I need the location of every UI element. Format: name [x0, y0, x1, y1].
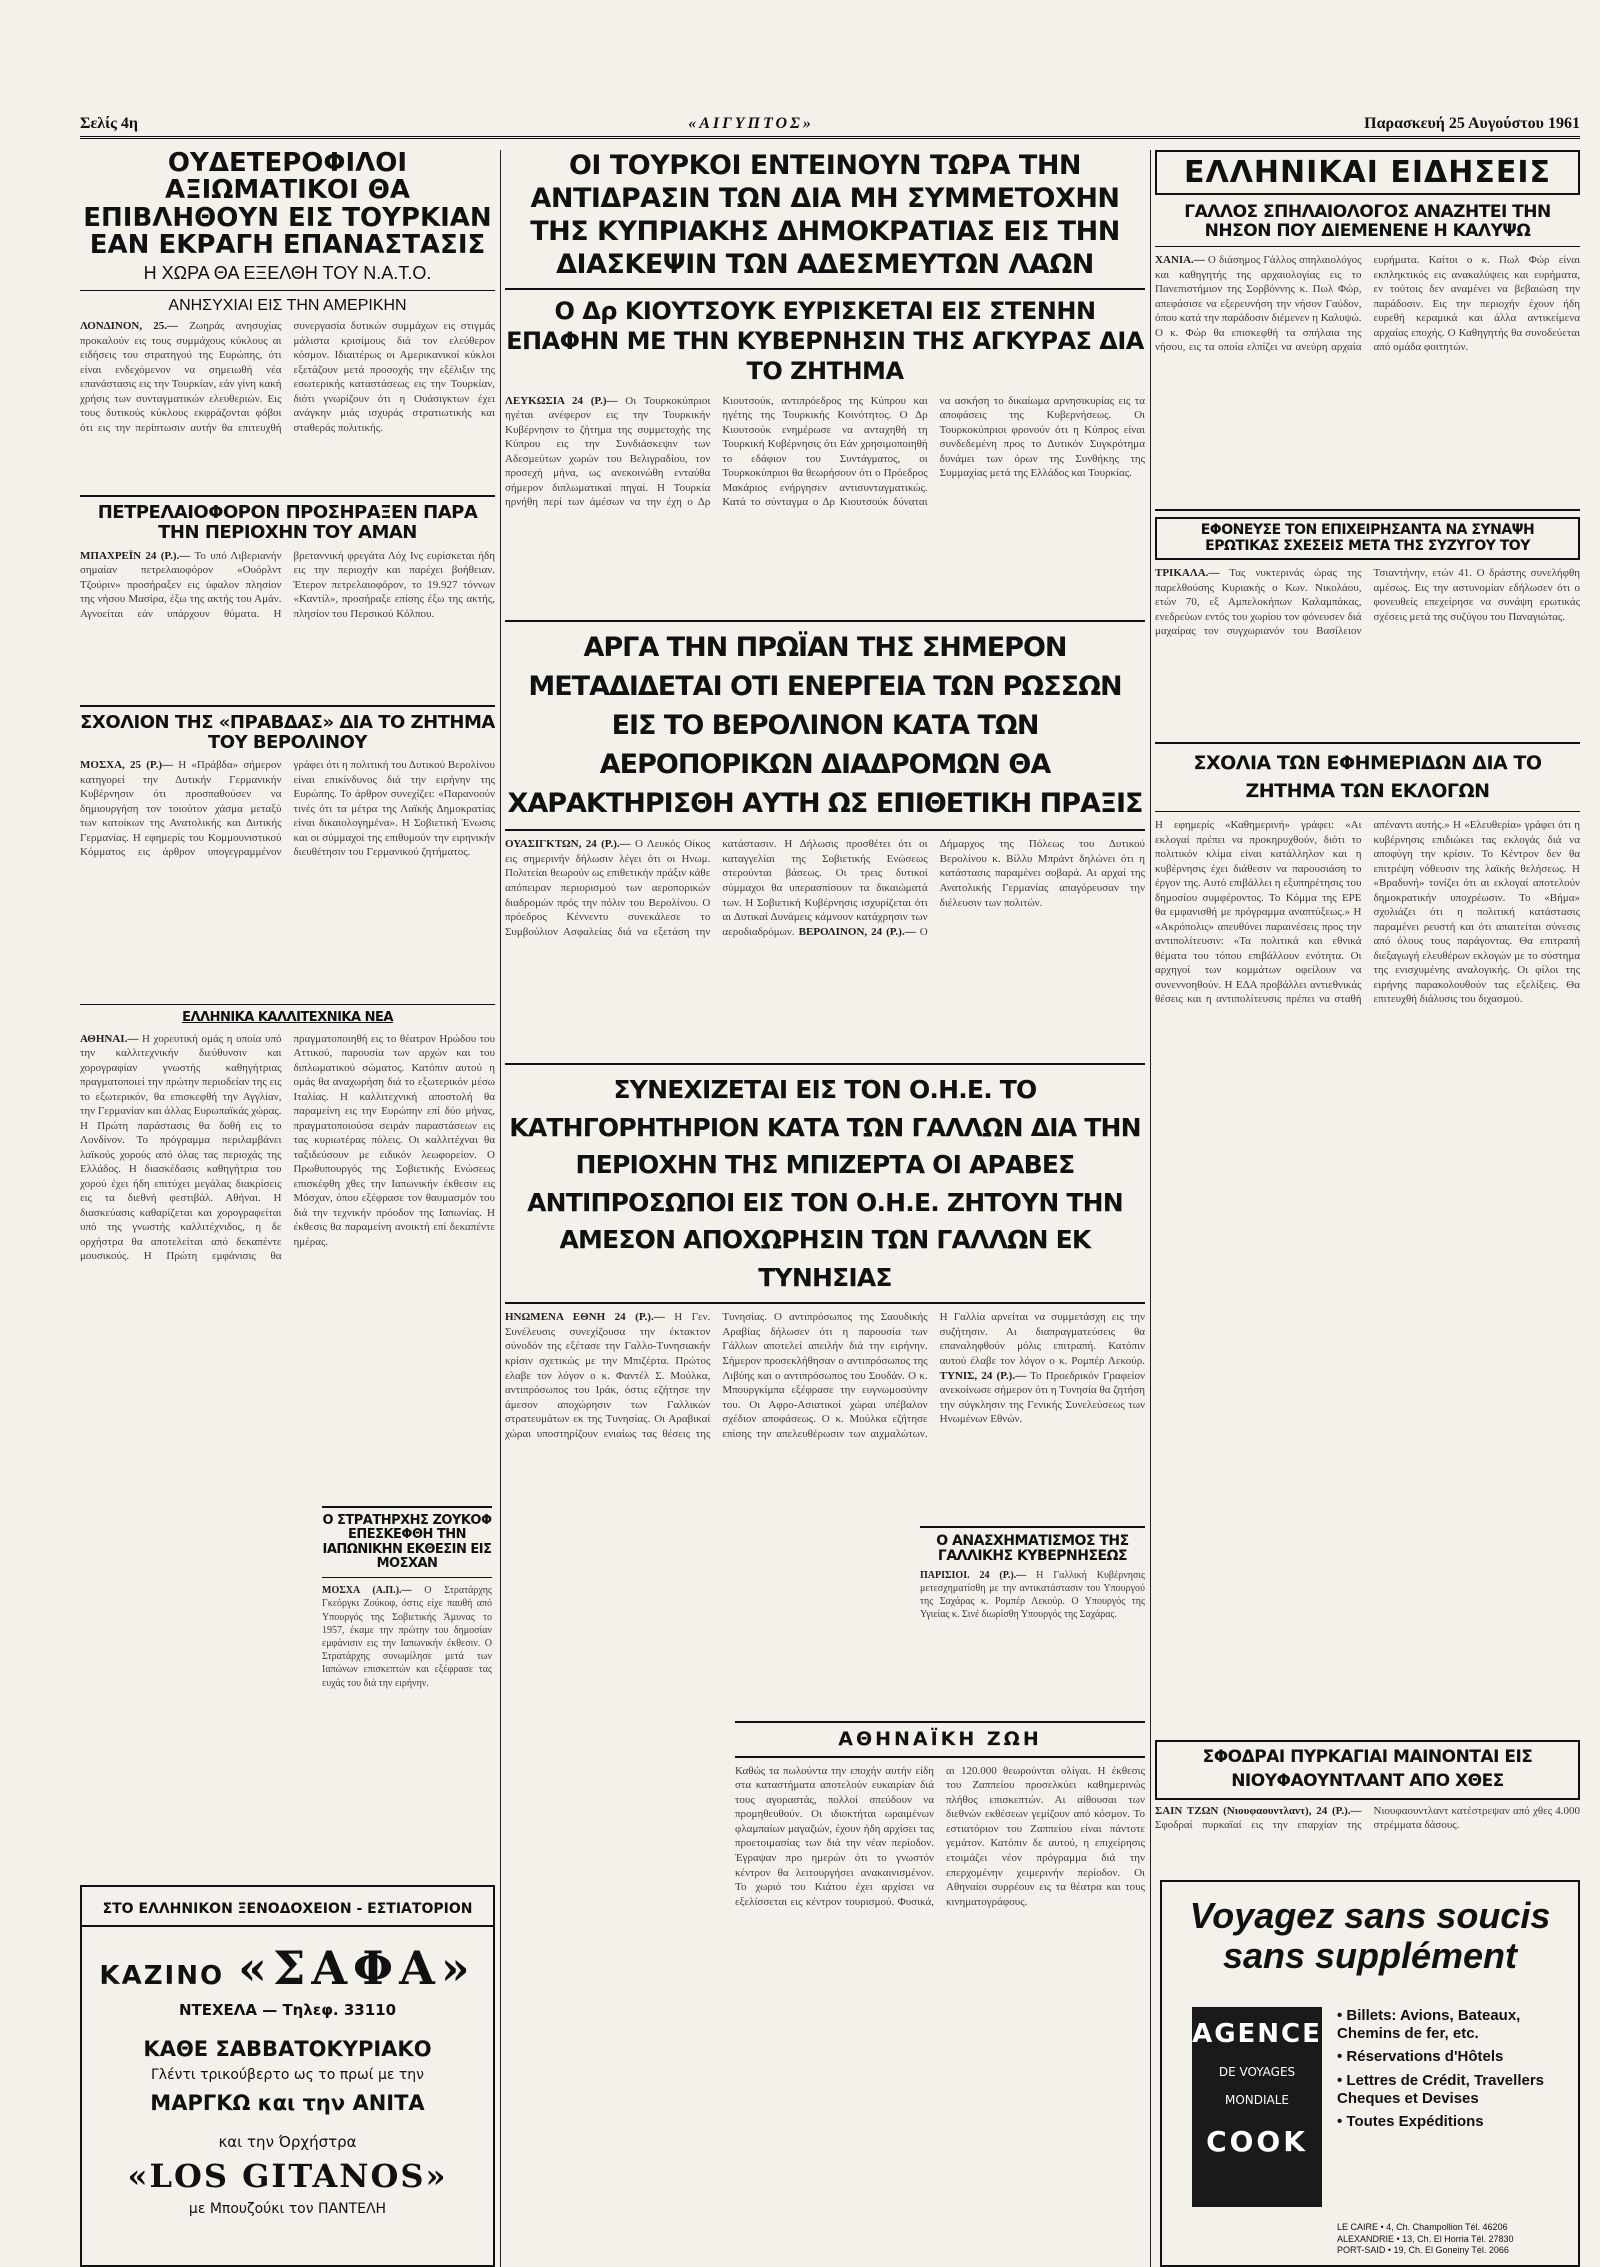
cook-services-list: [1337, 2007, 1568, 2131]
cook-address-cairo: LE CAIRE • 4, Ch. Champollion Tél. 46206: [1337, 2222, 1508, 2232]
article-body: ΠΑΡΙΣΙΟΙ. 24 (Ρ.).— Η Γαλλική Κυβέρνησις μετεσχηματίσθη με την αντικατάστασιν του Υπουργού της Σαχάρας κ. Ρομπέρ Λεκούρ. Ο Υπουργός της Υγιείας κ. Σινέ διωρίσθη Υπουργός της Σαχάρας.: [920, 1569, 1145, 1621]
section-greek-news: ΕΛΛΗΝΙΚΑΙ ΕΙΔΗΣΕΙΣ: [1184, 155, 1551, 190]
ad-cook-title2: sans supplément: [1222, 1934, 1518, 1976]
ad-singers: ΜΑΡΓΚΩ και την ΑΝΙΤΑ: [150, 2091, 425, 2115]
dateline: ΗΝΩΜΕΝΑ ΕΘΝΗ 24 (Ρ.).—: [505, 1311, 665, 1324]
ad-party-line: Γλέντι τρικούβερτο ως το πρωί με την: [151, 2067, 424, 2083]
fires-box: [1155, 1740, 1580, 1800]
cook-mondiale: MONDIALE: [1224, 2093, 1290, 2107]
headline-tanker: ΠΕΤΡΕΛΑΙΟΦΟΡΟΝ ΠΡΟΣΗΡΑΞΕΝ ΠΑΡΑ ΤΗΝ ΠΕΡΙΟΧΗΝ ΤΟΥ ΑΜΑΝ: [97, 502, 478, 543]
masthead: [80, 112, 1580, 139]
headline-art-news: ΕΛΛΗΝΙΚΑ ΚΑΛΛΙΤΕΧΝΙΚΑ ΝΕΑ: [182, 1010, 393, 1026]
headline-calypso: ΓΑΛΛΟΣ ΣΠΗΛΑΙΟΛΟΓΟΣ ΑΝΑΖΗΤΕΙ ΤΗΝ ΝΗΣΟΝ ΠΟΥ ΔΙΕΜΕΝΕΝΕ Η ΚΑΛΥΨΩ: [1184, 202, 1551, 241]
headline-pravda: ΣΧΟΛΙΟΝ ΤΗΣ «ΠΡΑΒΔΑΣ» ΔΙΑ ΤΟ ΖΗΤΗΜΑ ΤΟΥ ΒΕΡΟΛΙΝΟΥ: [80, 711, 495, 753]
article-body: ΟΥΑΣΙΓΚΤΩΝ, 24 (Ρ.).— Ο Λευκός Οίκος εις σημερινήν δήλωσιν λέγει ότι οι Ηνωμ. Πολιτείαι θεωρούν ως επιθετικήν πράξιν κάθε απόπειραν περιορισμού των αεροπορικών διαδρομών πρός την πόλιν του Βερολίνου. Ο πρόεδρος Κέννεντυ συνεκάλεσε το Συμβούλιον Ασφαλείας διά να εξετάση την κατάστασιν. Η Δήλωσις προσθέτει ότι οι καταγγελίαι της Σοβιετικής Ενώσεως στερούνται βάσεως. Οι τρεις δυτικοί σύμμαχοι θα υπερασπίσουν τα δικαιώματά των. Η Σοβιετική Κυβέρνησις ισχυρίζεται ότι αι Δυτικαί Δυνάμεις κάμνουν κατάχρησιν των αεροδιαδρόμων. ΒΕΡΟΛΙΝΟΝ, 24 (Ρ.).— Ο Δήμαρχος της Πόλεως του Δυτικού Βερολίνου κ. Βίλλυ Μπράντ δηλώνει ότι η κατάστασις παραμένει σοβαρά. Αι αρχαί της Ανατολικής Γερμανίας απαγόρευσαν την διέλευσιν των πολιτών.: [505, 838, 1145, 938]
column-divider: [500, 150, 501, 2267]
dateline: ΜΠΑΧΡΕΪΝ 24 (Ρ.).—: [80, 549, 191, 562]
dateline: ΠΑΡΙΣΙΟΙ. 24 (Ρ.).—: [920, 1569, 1027, 1581]
dateline: ΑΘΗΝΑΙ.—: [80, 1032, 139, 1045]
headline-un-bizerte: ΣΥΝΕΧΙΖΕΤΑΙ ΕΙΣ ΤΟΝ Ο.Η.Ε. ΤΟ ΚΑΤΗΓΟΡΗΤΗΡΙΟΝ ΚΑΤΑ ΤΩΝ ΓΑΛΛΩΝ ΔΙΑ ΤΗΝ ΠΕΡΙΟΧΗΝ ΤΗΣ ΜΠΙΖΕΡΤΑ ΟΙ ΑΡΑΒΕΣ ΑΝΤΙΠΡΟΣΩΠΟΙ ΕΙΣ ΤΟΝ Ο.Η.Ε. ΖΗΤΟΥΝ ΤΗΝ ΑΜΕΣΟΝ ΑΠΟΧΩΡΗΣΙΝ ΤΩΝ ΓΑΛΛΩΝ ΕΚ ΤΥΝΗΣΙΑΣ: [509, 1075, 1141, 1292]
headline-zhukov: Ο ΣΤΡΑΤΗΡΧΗΣ ΖΟΥΚΟΦ ΕΠΕΣΚΕΦΘΗ ΤΗΝ ΙΑΠΩΝΙΚΗΝ ΕΚΘΕΣΙΝ ΕΙΣ ΜΟΣΧΑΝ: [322, 1513, 492, 1571]
headline-berlin-russians: ΑΡΓΑ ΤΗΝ ΠΡΩΪΑΝ ΤΗΣ ΣΗΜΕΡΟΝ ΜΕΤΑΔΙΔΕΤΑΙ ΟΤΙ ΕΝΕΡΓΕΙΑ ΤΩΝ ΡΩΣΣΩΝ ΕΙΣ ΤΟ ΒΕΡΟΛΙΝΟΝ ΚΑΤΑ ΤΩΝ ΑΕΡΟΠΟΡΙΚΩΝ ΔΙΑΔΡΟΜΩΝ ΘΑ ΧΑΡΑΚΤΗΡΙΣΘΗ ΑΥΤΗ ΩΣ ΕΠΙΘΕΤΙΚΗ ΠΡΑΞΙΣ: [507, 631, 1143, 820]
article-body: ΧΑΝΙΑ.— Ο διάσημος Γάλλος σπηλαιολόγος και καθηγητής της αρχαιολογίας εις το Πανεπιστήμιον της Σορβόννης κ. Πωλ Φώρ, απεφάσισε να εξερευνήση την νήσον Γαύδον, όπου κατά την παράδοσιν διέμενεν η Καλυψώ. Ο κ. Φώρ θα επισκεφθή τα σπήλαια της νήσου, εις τα οποία ελπίζει να ανεύρη αρχαία ευρήματα. Καίτοι ο κ. Πωλ Φώρ είναι εκπληκτικός εις ανακαλύψεις και ευρήματα, εν τούτοις δεν αναμένει να βεβαιώση την παράδοσιν. Εις την περιοχήν έχουν ήδη ευρεθή κεραμικά και άλλα αντικείμενα αρχαίας εποχής. Ο Καθηγητής θα συνοδεύεται από ομάδα φοιτητών.: [1155, 254, 1580, 354]
french-cabinet-article: [920, 1520, 1145, 1710]
zhukov-article: [322, 1500, 492, 1870]
article-body: ΜΠΑΧΡΕΪΝ 24 (Ρ.).— Το υπό Λιβεριανήν σημαίαν πετρελαιοφόρον «Ουόρλντ Τζούριν» προσήραξεν εις ύφαλον πλησίον της νήσου Μασίρα, έξω της ακτής του Αμάν. Αγνοείται εάν υπάρχουν θύματα. Η βρεταννική φρεγάτα Λόχ Ινς ευρίσκεται ήδη εις την περιοχήν και παρέχει βοήθειαν. Έτερον πετρελαιοφόρον, το 19.927 τόννων «Καντίλ», προσήραξε επίσης έξω της ακτής, πλησίον του Περσικού Κόλπου.: [80, 549, 495, 620]
ad-phone: ΝΤΕΧΕΛΑ — Τηλεφ. 33110: [178, 2001, 397, 2019]
ad-hotel-line: ΣΤΟ ΕΛΛΗΝΙΚΟΝ ΞΕΝΟΔΟΧΕΙΟΝ - ΕΣΤΙΑΤΟΡΙΟΝ: [82, 1901, 493, 1927]
article-body: ΤΡΙΚΑΛΑ.— Τας νυκτερινάς ώρας της παρελθούσης Κυριακής ο Κων. Νικολάου, ετών 70, εξ Αμπελοκήπων Καλαμπάκας, ενεδρεύων εντός του χωρίου τον φόνευσεν διά μαχαίρας τον συγχωριανόν του Βασίλειον Τσιαντήνην, ετών 41. Ο δράστης συνελήφθη αμέσως. Εις την αστυνομίαν εδήλωσεν ότι ο φονευθείς επεχείρησε να συνάψη ερωτικάς σχέσεις μετά της συζύγου του Παναγιώτας.: [1155, 567, 1580, 638]
article-body: ΜΟΣΧΑ, 25 (Ρ.)— Η «Πράβδα» σήμερον κατηγορεί την Δυτικήν Γερμανικήν Κυβέρνησιν ότι προσπαθούσεν να δημιουργήση τον τοιούτον χάσμα μεταξύ των κατοίκων της Ανατολικής και Δυτικής Γερμανίας. Η εφημερίς του Κομμουνιστικού Κόμματος εις άρθρον υπογεγραμμένον γράφει ότι η πολιτική του Δυτικού Βερολίνου είναι επικίνδυνος διά την ειρήνην της Ευρώπης. Το άρθρον συνεχίζει: «Παρανοούν τινές ότι τα μέτρα της Λαϊκής Δημοκρατίας είναι δικαιολογημένα». Η Σοβιετική Ένωσις και οι σύμμαχοί της επιθυμούν την ειρηνικήν διευθέτησιν του Γερμανικού ζητήματος.: [80, 759, 495, 859]
column-divider: [1150, 150, 1151, 2267]
article-body: ΛΟΝΔΙΝΟΝ, 25.— Ζωηράς ανησυχίας προκαλούν εις τους συμμάχους κύκλους αι ειδήσεις του στρατηγού της Ευρώπης, ότι είναι ενδεχόμενον να σημειωθή νέα επανάστασις εις την Τουρκίαν, εάν γίνη κακή χρήσις των συνταγματικών ελευθεριών. Εις τους δυτικούς κύκλους εκφράζονται φόβοι ότι εις την περίπτωσιν αυτήν θα επιτευχθή συνεργασία δυτικών συμμάχων εις στιγμάς μάλιστα κρισίμους διά τον ελεύθερον κόσμον. Ιδιαιτέρως οι Αμερικανικοί κύκλοι εξετάζουν μετά προσοχής την εξέλιξιν της εσωτερικής καταστάσεως εις την Τουρκίαν, διότι γνωρίζουν ότι η Ουάσιγκτων έχει ανάγκην μιάς ισχυράς στρατιωτικής και σταθεράς πολιτικής.: [80, 320, 495, 434]
headline-athens-life: ΑΘΗΝΑΪΚΗ ΖΩΗ: [838, 1728, 1042, 1750]
article-body: ΣΑΙΝ ΤΖΩΝ (Νιουφαουντλαντ), 24 (Ρ.).— Σφοδραί πυρκαϊαί εις την επαρχίαν της Νιουφαουντλαντ κατέστρεψαν από χθες 4.000 στρέμματα δάσους.: [1155, 1804, 1580, 1832]
subheadline-america: ΑΝΗΣΥΧΙΑΙ ΕΙΣ ΤΗΝ ΑΜΕΡΙΚΗΝ: [168, 297, 407, 315]
cook-agence: AGENCE: [1192, 2019, 1322, 2049]
newspaper-title: «ΑΙΓΥΠΤΟΣ»: [688, 115, 814, 132]
cook-de-voyages: DE VOYAGES: [1218, 2065, 1296, 2079]
murder-box: [1155, 517, 1580, 560]
issue-date: Παρασκευή 25 Αυγούστου 1961: [1364, 115, 1580, 132]
headline-elections-press: ΣΧΟΛΙΑ ΤΩΝ ΕΦΗΜΕΡΙΔΩΝ ΔΙΑ ΤΟ ΖΗΤΗΜΑ ΤΩΝ ΕΚΛΟΓΩΝ: [1193, 752, 1542, 802]
ad-safa-name: «ΣΑΦΑ»: [238, 1941, 476, 1995]
ad-kazino: ΚΑΖΙΝΟ: [99, 1961, 225, 1991]
dateline: ΒΕΡΟΛΙΝΟΝ, 24 (Ρ.).—: [798, 925, 916, 938]
cook-service-item: • Billets: Avions, Bateaux, Chemins de fer, etc.: [1337, 2007, 1521, 2042]
dateline: ΛΕΥΚΩΣΙΑ 24 (Ρ.)—: [505, 394, 618, 407]
dateline: ΜΟΣΧΑ (Α.Π.).—: [322, 1585, 412, 1597]
article-body: ΑΘΗΝΑΙ.— Η χορευτική ομάς η οποία υπό την καλλιτεχνικήν διεύθυνσιν και χορογραφίαν γνωστής καθηγήτριας πραγματοποιεί την πρώτην περιοδείαν της εις το εξωτερικόν, θα επισκεφθή την Αγγλίαν, την Γερμανίαν και άλλας Ευρωπαϊκάς χώρας. Η Πρώτη παράστασις θα δοθή εις το Λονδίνον. Το πρόγραμμα περιλαμβάνει λαϊκούς χορούς από όλας τας περιοχάς της Ελλάδος. Η διασκέδασις καθηγήτρια του χορού έχει ήδη επιτύχει μεγάλας διακρίσεις εις τα διεθνή φεστιβάλ. Αθήναι. Η διασκεύασις καθαρίζεται και χορογραφείται υπό της γνωστής καλλιτέχνιδος, η δε ορχήστρα θα αποτελείται από δεκαπέντε μουσικούς. Η Πρώτη εμφάνισις θα πραγματοποιηθή εις το θέατρον Ηρώδου του Αττικού, παρουσία των αρχών και του διπλωματικού σώματος. Κατόπιν αυτού η ομάς θα αναχωρήση διά το εξωτερικόν μέσω Ιταλίας. Η καλλιτεχνική αποστολή θα παραμείνη εις την Ευρώπην επί δύο μήνας, πραγματοποιούσα σειράν παραστάσεων εις τας κυριωτέρας πόλεις. Οι καλλιτέχναι θα ταξιδεύσουν με ειδικόν λεωφορείον. Ο Πρωθυπουργός της Σοβιετικής Ενώσεως επισκέφθη χθες την Ιαπωνικήν έκθεσιν εις Μόσχαν, όπου εξέφρασε τον θαυμασμόν του διά την τεχνικήν πρόοδον της Ιαπωνίας. Η έκθεσις θα παραμείνη ανοικτή επί δεκαπέντε ημέρας.: [80, 1032, 495, 1263]
headline-french-cabinet: Ο ΑΝΑΣΧΗΜΑΤΙΣΜΟΣ ΤΗΣ ΓΑΛΛΙΚΗΣ ΚΥΒΕΡΝΗΣΕΩΣ: [936, 1533, 1129, 1565]
article-body: Η εφημερίς «Καθημερινή» γράφει: «Αι εκλογαί πρέπει να προκηρυχθούν, διότι το πολιτικόν κλίμα είναι κατάλληλον και η κυβέρνησις έχει διάθεσιν να παρουσιάση το έργον της. Αυτό επιβάλλει η εξυπηρέτησις του δημοσίου συμφέροντος. Το Κόμμα της ΕΡΕ θα εμφανισθή με πρόγραμμα αναπτύξεως.» Η «Ακρόπολις» απευθύνει παραινέσεις προς την αντιπολίτευσιν: «Τα πολιτικά και εθνικά θέματα του τόπου επιβάλλουν ενότητα. Οι αρχηγοί των κομμάτων οφείλουν να συνεννοηθούν. Η ΕΔΑ προβάλλει αντιεθνικάς θέσεις και η αντιπολίτευσις πρέπει να σταθή απέναντι αυτής.» Η «Ελευθερία» γράφει ότι η κυβέρνησις επιδιώκει τας εκλογάς διά να αποφύγη την κρίσιν. Το Κέντρον δεν θα επιτρέψη νόθευσιν της λαϊκής θελήσεως. Η «Βραδυνή» τονίζει ότι αι εκλογαί αποτελούν δημοκρατικήν υποχρέωσιν. Το «Βήμα» σχολιάζει ότι η πολιτική κατάστασις παραμένει ρευστή και ότι απαιτείται σύνεσις από όλους τους παράγοντας. Θα επιτραπή διεξαγωγή ελευθέρων εκλογών με το σύστημα της ενισχυμένης αναλογικής. Οι φίλοι της ειρήνης παρακολουθούν τας εξελίξεις. Θα επιτευχθή διάλυσις του διχασμού.: [1155, 819, 1580, 1006]
article-body: ΜΟΣΧΑ (Α.Π.).— Ο Στρατάρχης Γκεόργκι Ζούκοφ, όστις είχε παυθή από Υπουργός της Σοβιετικής Άμυνας το 1957, έκαμε την πρώτην του δημοσίαν εμφάνισιν εις την Ιαπωνικήν έκθεσιν. Ο Στρατάρχης συνωμίλησε μετά των Ιαπώνων επισκεπτών και εξέφρασε τας ευχάς του διά την ειρήνην.: [322, 1585, 492, 1689]
ad-orchestra-intro: και την Όρχήστρα: [218, 2133, 357, 2151]
dateline: ΣΑΙΝ ΤΖΩΝ (Νιουφαουντλαντ), 24 (Ρ.).—: [1155, 1804, 1362, 1817]
headline-neutral-officers: ΟΥΔΕΤΕΡΟΦΙΛΟΙ ΑΞΙΩΜΑΤΙΚΟΙ ΘΑ ΕΠΙΒΛΗΘΟΥΝ ΕΙΣ ΤΟΥΡΚΙΑΝ ΕΑΝ ΕΚΡΑΓΗ ΕΠΑΝΑΣΤΑΣΙΣ: [83, 150, 492, 260]
dateline: ΛΟΝΔΙΝΟΝ, 25.—: [80, 320, 179, 333]
athens-life-article: [735, 1715, 1145, 2267]
cook-logo-box: [1192, 2007, 1322, 2207]
cook-address-alex: ALEXANDRIE • 13, Ch. El Horria Tél. 27830: [1337, 2233, 1514, 2244]
cook-addresses: [1337, 2222, 1568, 2257]
cook-name: COOK: [1206, 2125, 1308, 2158]
page-number: Σελίς 4η: [80, 115, 138, 132]
ad-band: «LOS GITANOS»: [127, 2157, 448, 2195]
ad-weekend: ΚΑΘΕ ΣΑΒΒΑΤΟΚΥΡΙΑΚΟ: [143, 2037, 432, 2061]
article-body: ΛΕΥΚΩΣΙΑ 24 (Ρ.)— Οι Τουρκοκύπριοι ηγέται ανέφερον εις την Τουρκικήν Κυβέρνησιν το ζήτημα της συμμετοχής της Κύπρου εις την Συνδιάσκεψιν των Αδεσμεύτων χωρών του Βελιγραδίου, τον προσεχή μήνα, ως ανεκοινώθη ενταύθα σήμερον διπλωματικαί πηγαί. Η Τουρκία ηρνήθη περί των άμέσων να την έχη ο Δρ Κιουτσούκ, αντιπρόεδρος της Κύπρου και ηγέτης της Τουρκικής Κοινότητος. Ο Δρ Κιουτσούκ ενημέρωσε να ανταχηθή τη Τουρκική Κυβέρνησις ότι Εάν χρησιμοποιηθή το εδάφιον του Συντάγματος, οι Τουρκοκύπριοι θα θεωρήσουν ότι ο Πρόεδρος Μακάριος ενήργησεν αντισυνταγματικώς. Κατά το σύνταγμα ο Δρ Κιουτσούκ δύναται να ασκήση το δικαίωμα αρνησικυρίας εις τα αποφάσεις της Κυβερνήσεως. Οι Τουρκοκύπριοι φρονούν ότι η Κύπρος είναι συνδεδεμένη προς το Δυτικόν Συγκρότημα δυνάμει των όρων της Συνθήκης της Συμμαχίας μετά της Ελλάδος και Τουρκίας.: [505, 394, 1145, 509]
advertisement-cook: [1160, 1880, 1580, 2267]
cook-service-item: • Lettres de Crédit, Travellers Cheques et Devises: [1337, 2072, 1545, 2107]
subheadline-nato: Η ΧΩΡΑ ΘΑ ΕΞΕΛΘΗ ΤΟΥ Ν.Α.Τ.Ο.: [143, 263, 432, 284]
article-body: Καθώς τα πωλούντα την εποχήν αυτήν είδη στα καταστήματα αποτελούν ευκαιρίαν διά τους αγοραστάς, πολλοί σπεύδουν να προμηθευθούν. Οι ιδιοκτήται ωραιμένων φλαμπαίων μαγαζιών, έχουν ήδη αρχίσει τας προετοιμασίας των διά την νέαν περίοδον. Έγραψαν προ ημερών ότι το γνωστόν κέντρον θα λειτουργήσει ανακαινισμένον. Το χωριό του Κιάτου έχει αρχίσει να εξελίσσεται εις κέντρον τουρισμού. Φυσικά, αι 120.000 θεωρούνται ολίγαι. Η έκθεσις του Ζαππείου προσελκύει καθημερινώς πλήθος επισκεπτών. Αι αίθουσαι των διεθνών εκθέσεων γεμίζουν από κόσμον. Το εστιατόριον του Ζαππείου είναι πάντοτε γεμάτον. Κατόπιν δε αυτού, η επιχείρησις ετοιμάζει νέον πρόγραμμα διά την επερχομένην χειμερινήν περίοδον. Οι Αθηναίοι συρρέουν εις τα θέατρα και τους κινηματογράφους.: [735, 1764, 1145, 1908]
section-header-box: [1155, 150, 1580, 195]
headline-murder: ΕΦΟΝΕΥΣΕ ΤΟΝ ΕΠΙΧΕΙΡΗΣΑΝΤΑ ΝΑ ΣΥΝΑΨΗ ΕΡΩΤΙΚΑΣ ΣΧΕΣΕΙΣ ΜΕΤΑ ΤΗΣ ΣΥΖΥΓΟΥ ΤΟΥ: [1200, 522, 1535, 554]
advertisement-safa: [80, 1885, 495, 2267]
dateline: ΟΥΑΣΙΓΚΤΩΝ, 24 (Ρ.).—: [505, 838, 631, 851]
column-right: [1155, 150, 1580, 1875]
dateline: ΤΥΝΙΣ, 24 (Ρ.).—: [939, 1369, 1027, 1382]
ad-bouzouki: με Μπουζούκι τον ΠΑΝΤΕΛΗ: [188, 2201, 387, 2217]
cook-address-portsaid: PORT-SAID • 19, Ch. El Goneiny Tél. 2066: [1337, 2245, 1509, 2256]
ad-cook-title1: Voyagez sans soucis: [1189, 1895, 1551, 1936]
headline-turks-cyprus: ΟΙ ΤΟΥΡΚΟΙ ΕΝΤΕΙΝΟΥΝ ΤΩΡΑ ΤΗΝ ΑΝΤΙΔΡΑΣΙΝ ΤΩΝ ΔΙΑ ΜΗ ΣΥΜΜΕΤΟΧΗΝ ΤΗΣ ΚΥΠΡΙΑΚΗΣ ΔΗΜΟΚΡΑΤΙΑΣ ΕΙΣ ΤΗΝ ΔΙΑΣΚΕΨΙΝ ΤΩΝ ΑΔΕΣΜΕΥΤΩΝ ΛΑΩΝ: [530, 150, 1120, 280]
cook-service-item: • Toutes Expéditions: [1337, 2113, 1484, 2131]
headline-fires: ΣΦΟΔΡΑΙ ΠΥΡΚΑΓΙΑΙ ΜΑΙΝΟΝΤΑΙ ΕΙΣ ΝΙΟΥΦΑΟΥΝΤΛΑΝΤ ΑΠΟ ΧΘΕΣ: [1202, 1747, 1533, 1791]
headline-kutchuk: Ο Δρ ΚΙΟΥΤΣΟΥΚ ΕΥΡΙΣΚΕΤΑΙ ΕΙΣ ΣΤΕΝΗΝ ΕΠΑΦΗΝ ΜΕ ΤΗΝ ΚΥΒΕΡΝΗΣΙΝ ΤΗΣ ΑΓΚΥΡΑΣ ΔΙΑ ΤΟ ΖΗΤΗΜΑ: [506, 296, 1144, 385]
article-body: ΗΝΩΜΕΝΑ ΕΘΝΗ 24 (Ρ.).— Η Γεν. Συνέλευσις συνεχίζουσα την έκτακτον σύνοδόν της εξέτασε την Γαλλο-Τυνησιακήν κρίσιν σχετικώς με την Μπιζέρτα. Πρώτος ελαβε τον λόγον ο κ. Φαντέλ Σ. Μούλκα, αντιπρόσωπος του Ιράκ, όστις εζήτησε την άμεσον αποχώρησιν των Γαλλικών στρατευμάτων εκ της Τυνησίας. Οι Αραβικαί χώραι υποστηρίζουν ενιαίως τας θέσεις της Τυνησίας. Ο αντιπρόσωπος της Σαουδικής Αραβίας δήλωσεν ότι η παρουσία των Γάλλων αποτελεί απειλήν διά την ειρήνην. Σήμερον προσεκλήθησαν ο αντιπρόσωπος της Λιβύης και ο αντιπρόσωπος του Σουδάν. Ο κ. Μπουργκίμπα εξέφρασε την ευγνωμοσύνην του. Οι Αφρο-Ασιατικοί χώραι υπέβαλον σχέδιον αποφάσεως. Ο κ. Μούλκα εζήτησε επίσης την απελευθέρωσιν των αιχμαλώτων. Η Γαλλία αρνείται να συμμετάσχη εις την συζήτησιν. Αι διαπραγματεύσεις θα επαναληφθούν μόλις επιτραπή. Κατόπιν αυτού έλαβε τον λόγον ο κ. Ρομπέρ Λεκούρ. ΤΥΝΙΣ, 24 (Ρ.).— Το Προεδρικόν Γραφείον ανεκοίνωσε σήμερον ότι η Τυνησία θα ζητήση την σύγκλησιν της Γενικής Συνελεύσεως των Ηνωμένων Εθνών.: [505, 1311, 1145, 1440]
cook-service-item: • Réservations d'Hôtels: [1337, 2048, 1504, 2066]
fires-article: [1155, 1740, 1580, 1880]
dateline: ΧΑΝΙΑ.—: [1155, 254, 1205, 267]
dateline: ΤΡΙΚΑΛΑ.—: [1155, 567, 1220, 580]
dateline: ΜΟΣΧΑ, 25 (Ρ.)—: [80, 759, 173, 772]
